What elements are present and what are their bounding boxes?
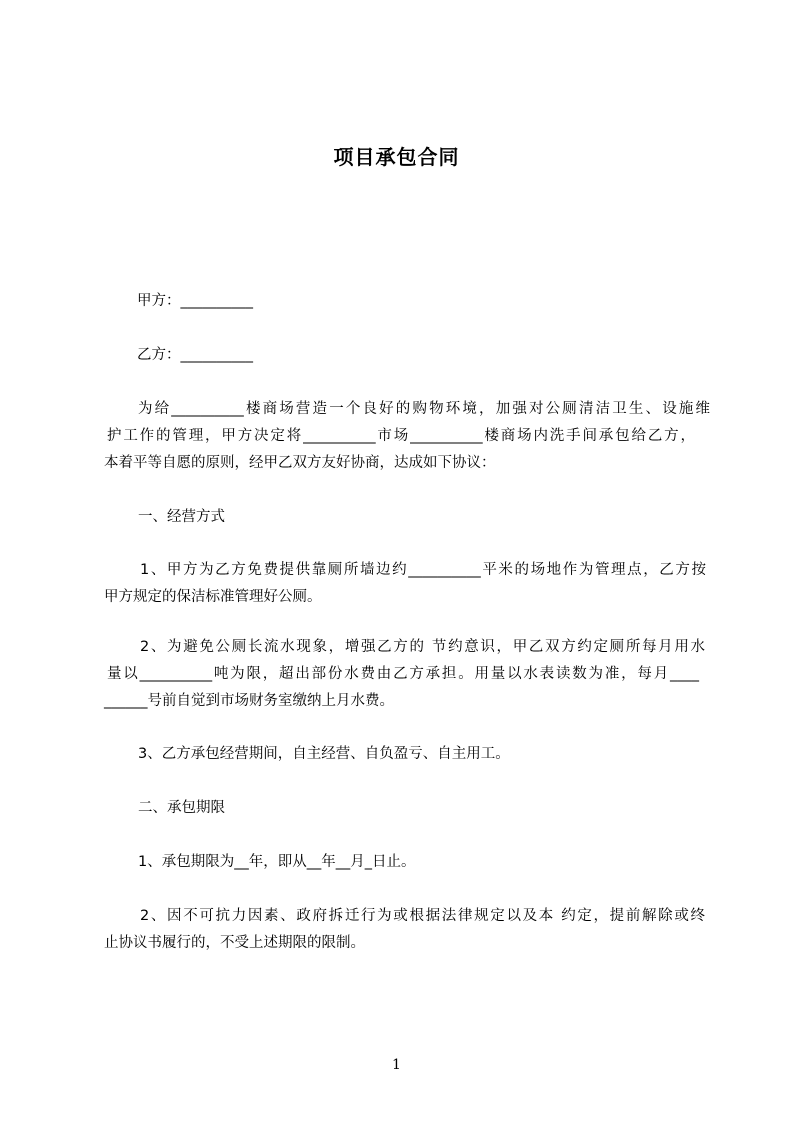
intro-line-1: 为给__________楼商场营造一个良好的购物环境，加强对公厕清洁卫生、设施维 — [138, 401, 710, 417]
document-title: 项目承包合同 — [333, 145, 460, 169]
section-2-clause-1: 1、承包期限为__年，即从__年__月_日止。 — [138, 854, 416, 870]
intro-line-2: 护工作的管理，甲方决定将__________市场__________楼商场内洗手间承包给乙方， — [107, 428, 695, 444]
party-a-line: 甲方：__________ — [137, 293, 253, 309]
section-1-clause-3: 3、乙方承包经营期间，自主经营、自负盈亏、自主用工。 — [138, 746, 510, 762]
section-2-clause-2-line-1: 2、因不可抗力因素、政府拆迁行为或根据法律规定以及本 约定，提前解除或终 — [140, 908, 705, 924]
section-2-clause-2-line-2: 止协议书履行的，不受上述期限的限制。 — [104, 935, 365, 951]
section-1-heading: 一、经营方式 — [138, 509, 225, 525]
section-1-clause-2-line-3: ______号前自觉到市场财务室缴纳上月水费。 — [104, 693, 394, 709]
section-2-heading: 二、承包期限 — [138, 800, 225, 816]
section-1-clause-1-line-2: 甲方规定的保洁标准管理好公厕。 — [104, 589, 322, 605]
page-number: 1 — [392, 1057, 401, 1073]
intro-line-3: 本着平等自愿的原则，经甲乙双方友好协商，达成如下协议： — [104, 455, 496, 471]
party-b-line: 乙方：__________ — [137, 347, 253, 363]
section-1-clause-2-line-1: 2、为避免公厕长流水现象，增强乙方的 节约意识，甲乙双方约定厕所每月用水 — [140, 639, 705, 655]
section-1-clause-2-line-2: 量以__________吨为限，超出部份水费由乙方承担。用量以水表读数为准，每月____ — [107, 666, 699, 682]
section-1-clause-1-line-1: 1、甲方为乙方免费提供靠厕所墙边约__________平米的场地作为管理点，乙方按 — [140, 562, 706, 578]
